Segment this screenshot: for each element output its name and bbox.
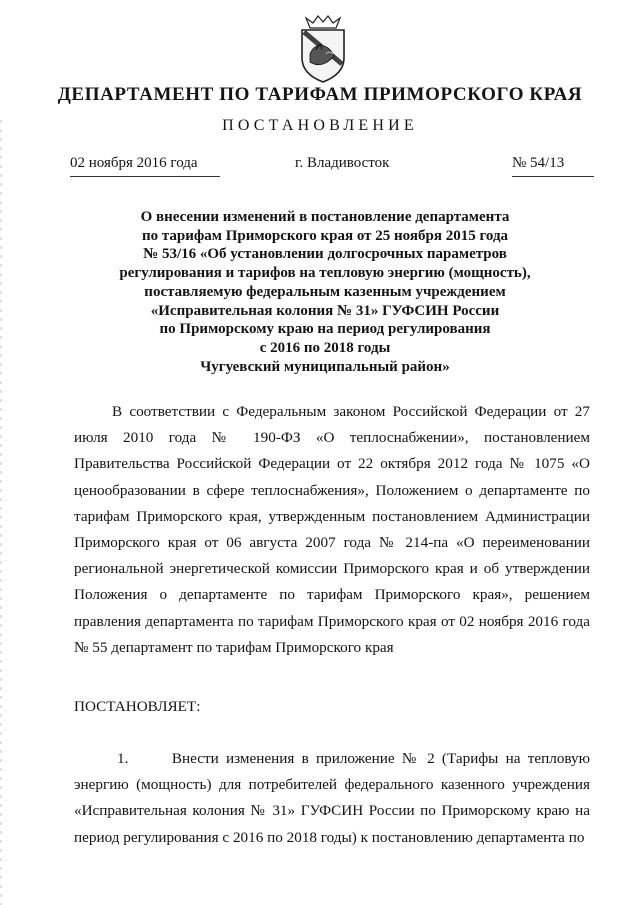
document-number: № 54/13 [512,155,594,177]
department-title: ДЕПАРТАМЕНТ ПО ТАРИФАМ ПРИМОРСКОГО КРАЯ [57,84,583,105]
title-line: «Исправительная колония № 31» ГУФСИН России [150,302,500,319]
document-date: 02 ноября 2016 года [70,155,220,177]
preamble-paragraph: В соответствии с Федеральным законом Российской Федерации от 27 июля 2010 года № 190-ФЗ «О теплоснабжении», постановлением Правительства Российской Федерации от 22 октября 2012 года № 1075 «О ценообразовании в сфере теплоснабжения», Положением о департаменте по тарифам Приморского края, утвержденным постановлением Администрации Приморского края от 06 августа 2007 года № 214-па «О переименовании региональной энергетической комиссии Приморского края и об утверждении Положения о департаменте по тарифам Приморского края», решением правления департамента по тарифам Приморского края от 02 ноября 2016 года № 55 департамент по тарифам Приморского края [74,403,590,656]
document-city: г. Владивосток [295,155,390,171]
title-line: № 53/16 «Об установлении долгосрочных параметров [143,246,507,263]
item-1-number: 1. [117,750,129,767]
title-line: О внесении изменений в постановление департамента [140,209,510,225]
title-line: по тарифам Приморского края от 25 ноября 2015 года [141,227,509,244]
title-line: регулирования и тарифов на тепловую энергию (мощность), [119,265,531,282]
title-line: по Приморскому краю на период регулирования [159,321,491,338]
resolves-heading: ПОСТАНОВЛЯЕТ: [74,698,201,715]
title-line: поставляемую федеральным казенным учреждением [144,283,506,300]
document-title [60,208,590,376]
title-line: с 2016 по 2018 годы [259,339,391,356]
item-1-paragraph [74,746,590,851]
item-1-text: Внести изменения в приложение № 2 (Тарифы на тепловую энергию (мощность) для потребителей федерального казенного учреждения «Исправительная колония № 31» ГУФСИН России по Приморскому краю на период регулирования с 2016 по 2018 годы) к постановлению департамента по [74,750,590,846]
title-line: Чугуевский муниципальный район» [200,358,450,375]
coat-of-arms-icon [296,14,350,84]
document-type: ПОСТАНОВЛЕНИЕ [222,117,418,134]
